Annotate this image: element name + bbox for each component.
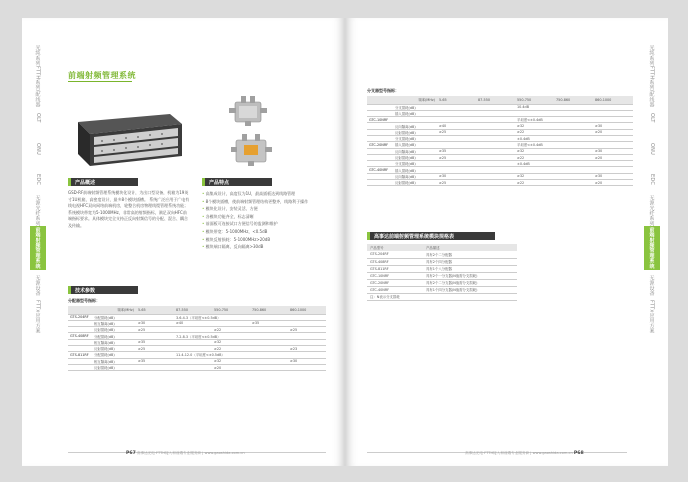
left-side-tabs [30, 40, 46, 332]
row-value: ±0.4dB [515, 161, 554, 167]
table-header-band: 5-65 [136, 306, 174, 314]
row-value [174, 364, 212, 370]
table-header-band: 87-550 [174, 306, 212, 314]
right-side-tabs [644, 40, 660, 332]
features-list [202, 190, 332, 251]
feature-item: • 模块反射损耗：5-1000MHz>20dB [202, 236, 332, 244]
row-model: GTC-40NRF [367, 167, 393, 173]
row-model [367, 180, 393, 186]
feature-item: • 模块化设计，安装灵活、方便 [202, 205, 332, 213]
row-value: ≥20 [593, 180, 633, 186]
row-value: ≥35 [437, 148, 476, 154]
row-value: ≥40 [174, 320, 212, 326]
table-header-band: 550-750 [515, 96, 554, 104]
row-model: GTS-408RF [68, 333, 92, 339]
table-row [367, 286, 517, 293]
module-model: GTS-811RF [367, 265, 423, 272]
row-value: ≥23 [288, 345, 326, 351]
module-desc: 具有2个二分支器(N值需分支损耗) [423, 279, 517, 286]
row-value: ≥32 [515, 148, 554, 154]
row-item-label: 反射损耗(dB) [393, 129, 437, 135]
table-row [367, 272, 517, 279]
row-value: ≥22 [212, 345, 250, 351]
splitter-device-image [227, 94, 269, 128]
row-value: ±0.4dB [515, 135, 554, 141]
module-model: GTC-20NRF [367, 279, 423, 286]
feature-item: • 前面板可连接试口方便信号的监测和维护 [202, 220, 332, 228]
row-model: GTC-20NRF [367, 142, 393, 148]
row-item-label: 插入损耗(dB) [393, 142, 437, 148]
module-model: GTC-40NRF [367, 286, 423, 293]
module-model: GTS-204RF [367, 251, 423, 258]
rack-chassis-image [72, 112, 184, 168]
module-desc: 具有2个四分配器 [423, 258, 517, 265]
coupler-device-image [230, 132, 274, 168]
table-row [367, 279, 517, 286]
module-col-desc: 产品描述 [423, 244, 517, 251]
page-title: 前端射频管理系统 [68, 71, 136, 80]
row-value: 平坦度<±0.4dB [515, 142, 554, 148]
row-item-label: 反射损耗(dB) [393, 180, 437, 186]
row-value: ≥25 [437, 154, 476, 160]
table-row [367, 265, 517, 272]
row-value: ≥32 [212, 339, 250, 345]
row-value: ≥25 [136, 327, 174, 333]
feature-item: • 模块带宽：5-1000MHz，<0.5dB [202, 228, 332, 236]
row-item-label: 反向隔离(dB) [393, 148, 437, 154]
row-value [554, 180, 593, 186]
side-tab[interactable]: EDC [649, 173, 655, 186]
table-header-band: 550-750 [212, 306, 250, 314]
row-value: ≥35 [136, 358, 174, 364]
row-value: ≥20 [212, 364, 250, 370]
row-item-label: 分支损耗(dB) [393, 161, 437, 167]
row-item-label: 反射损耗(dB) [393, 154, 437, 160]
overview-text: GSD-RF前端射频管理系统模块化设计，为出口型设备，机箱为19英寸1U机箱，高密度设计，最多8个模块插槽。 系统广泛应用于广电有线电视HFC双向网络前端机房，轮整合机房物理线缆管理系统功能；系统模块带宽为5-1000MHz，非常高的射频指标，满足双向HFC前端指标要求。具体模块完全支持正反向射频信号的分配、混合、耦合及传输。 [68, 190, 190, 228]
row-value: ≥30 [288, 358, 326, 364]
row-value: ≥20 [593, 129, 633, 135]
row-value: ≥32 [515, 173, 554, 179]
side-tab[interactable]: OLT [35, 112, 41, 123]
row-item-label: 分配损耗(dB) [92, 352, 136, 358]
module-note: 注：N表示分支损耗 [367, 293, 517, 300]
table-row [367, 251, 517, 258]
overview-heading: 产品概述 [68, 178, 138, 186]
module-desc: 具有2个一分支器(N值需分支损耗) [423, 272, 517, 279]
footer: 高事达光电·FTTH接入和前端专业服务商 | www.gaoshida.com.cn P68 [465, 451, 584, 456]
tech-heading: 技术参数 [68, 286, 138, 294]
row-value: 3.6-4.3（平坦度<±0.5dB） [176, 315, 221, 320]
footer: P67 高事达光电·FTTH接入和前端专业服务商 | www.gaoshida.com.cn [126, 451, 245, 456]
table-label: 分配器型号指标： [68, 298, 100, 303]
row-item-label: 插入损耗(dB) [393, 167, 437, 173]
module-model: GTC-10NRF [367, 272, 423, 279]
row-value [250, 364, 288, 370]
row-value: ≥30 [593, 123, 633, 129]
row-item-label: 反向隔离(dB) [393, 123, 437, 129]
side-tab[interactable]: OLT [649, 112, 655, 123]
side-tab[interactable]: 光缆系列 [34, 45, 41, 66]
table-row [367, 258, 517, 265]
module-desc: 具有1个四分支器(N值需分支损耗) [423, 286, 517, 293]
row-item-label: 相互隔离(dB) [92, 339, 136, 345]
table-row [68, 364, 326, 370]
module-spec-table [367, 244, 517, 301]
title-rule [68, 81, 132, 82]
coupler-table-label: 分支器型号指标： [367, 88, 399, 93]
row-item-label: 反射损耗(dB) [92, 364, 136, 370]
row-model: GTS-204RF [68, 314, 92, 320]
row-value: ≥30 [593, 173, 633, 179]
right-page [345, 18, 668, 466]
row-value: ≥32 [515, 123, 554, 129]
table-header-freq: 频率(MHz) [68, 306, 136, 314]
row-value: ≥20 [593, 154, 633, 160]
splitter-spec-table [68, 306, 326, 371]
row-item-label: 分配损耗(dB) [92, 314, 136, 320]
row-value: ≥25 [437, 129, 476, 135]
row-item-label: 反向隔离(dB) [393, 173, 437, 179]
table-header-band: 860-1000 [593, 96, 633, 104]
row-item-label: 相互隔离(dB) [92, 320, 136, 326]
side-tab-active[interactable]: 前端射频管理系统 [30, 226, 46, 270]
feature-item: • 模块端口隔离，反向隔离>30dB [202, 243, 332, 251]
row-value: ≥40 [437, 123, 476, 129]
row-item-label: 插入损耗(dB) [393, 110, 437, 116]
side-tab[interactable]: 无源设备 [34, 275, 41, 296]
module-desc: 具有2个二分配器 [423, 251, 517, 258]
side-tab[interactable]: ONU [35, 142, 41, 155]
side-tab[interactable]: 无源光纤系列 [34, 194, 41, 227]
row-value: 平坦度<±0.4dB [515, 117, 554, 123]
row-value: ≥25 [288, 327, 326, 333]
side-tab[interactable]: 无源设备 [648, 275, 655, 296]
row-value: ≥30 [136, 320, 174, 326]
side-tab[interactable]: FTTx应用方案 [34, 299, 41, 334]
row-value: ≥22 [515, 154, 554, 160]
row-value [288, 364, 326, 370]
row-value: 11.4-12.0（平坦度<±0.5dB） [176, 353, 225, 358]
module-desc: 具有1个八分配器 [423, 265, 517, 272]
row-model: GTC-10NRF [367, 117, 393, 123]
row-value: ≥22 [515, 129, 554, 135]
features-heading: 产品特点 [202, 178, 272, 186]
table-header-band: 860-1000 [288, 306, 326, 314]
row-item-label: 分支损耗(dB) [393, 104, 437, 110]
row-model [68, 364, 92, 370]
side-tab[interactable]: FTTx应用方案 [648, 299, 655, 334]
table-row [367, 293, 517, 300]
table-header-freq: 频率(MHz) [367, 96, 437, 104]
row-item-label: 分支损耗(dB) [393, 135, 437, 141]
feature-item: • 高集成设计，高度仅为1U，最高插板达到线路管理 [202, 190, 332, 198]
side-tab[interactable]: ONU [649, 142, 655, 155]
side-tab[interactable]: EDC [35, 173, 41, 186]
row-value [476, 180, 515, 186]
side-tab[interactable]: 无源光纤系列 [648, 194, 655, 227]
left-page [22, 18, 345, 466]
row-value: 10.4dB [515, 104, 554, 110]
row-value: ≥32 [212, 358, 250, 364]
row-value: ≥35 [250, 320, 288, 326]
table-row [367, 180, 633, 186]
coupler-spec-table [367, 96, 633, 186]
module-col-model: 产品型号 [367, 244, 423, 251]
side-tab[interactable]: FTTH系列/配线器 [648, 65, 655, 108]
table-header-band: 87-550 [476, 96, 515, 104]
row-value: ≥22 [515, 180, 554, 186]
row-item-label: 反射损耗(dB) [92, 345, 136, 351]
row-item-label: 分配损耗(dB) [92, 333, 136, 339]
row-item-label: 反射损耗(dB) [92, 327, 136, 333]
row-value: ≥25 [437, 180, 476, 186]
row-model: GTS-811RF [68, 352, 92, 358]
brochure-spread [22, 18, 668, 466]
row-value: ≥35 [136, 339, 174, 345]
table-header-band: 750-860 [554, 96, 593, 104]
table-header-band: 5-65 [437, 96, 476, 104]
table-header-band: 750-860 [250, 306, 288, 314]
side-tab[interactable]: 光缆系列 [648, 45, 655, 66]
row-value: ≥30 [593, 148, 633, 154]
row-item-label: 相互隔离(dB) [92, 358, 136, 364]
module-model: GTS-408RF [367, 258, 423, 265]
feature-item: • 各模块功能齐全，标志清晰 [202, 213, 332, 221]
row-value: 7.2-8.3（平坦度<±0.5dB） [176, 334, 221, 339]
row-value: ≥25 [136, 345, 174, 351]
module-spec-heading: 高事达前端射频管理系统模块规格表 [367, 232, 495, 240]
side-tab[interactable]: FTTH系列/配线器 [34, 65, 41, 108]
row-value: ≥30 [437, 173, 476, 179]
feature-item: • 8个模块插槽，使前端射频管理结构更整齐，线路利于操作 [202, 198, 332, 206]
row-value: ≥22 [212, 327, 250, 333]
side-tab-active[interactable]: 前端射频管理系统 [644, 226, 660, 270]
row-value [136, 364, 174, 370]
